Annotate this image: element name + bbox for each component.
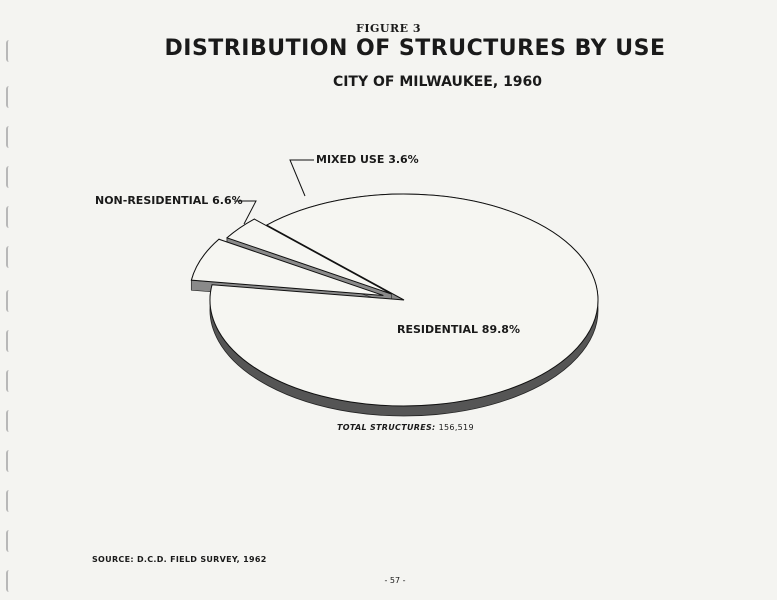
slice-residential — [210, 194, 598, 406]
slice-label-residential: RESIDENTIAL 89.8% — [397, 323, 520, 336]
total-value: 156,519 — [438, 423, 474, 432]
chart-subtitle: CITY OF MILWAUKEE, 1960 — [332, 74, 543, 90]
total-structures — [337, 423, 474, 432]
total-label: TOTAL STRUCTURES: — [337, 423, 436, 432]
leader-line — [290, 160, 314, 196]
chart-title: DISTRIBUTION OF STRUCTURES BY USE — [164, 36, 666, 61]
figure-label: FIGURE 3 — [356, 22, 421, 35]
page-number: - 57 - — [384, 576, 406, 585]
source-note: SOURCE: D.C.D. FIELD SURVEY, 1962 — [92, 555, 267, 564]
slice-label-non-residential: NON-RESIDENTIAL 6.6% — [95, 194, 243, 207]
slice-label-mixed-use: MIXED USE 3.6% — [316, 153, 419, 166]
